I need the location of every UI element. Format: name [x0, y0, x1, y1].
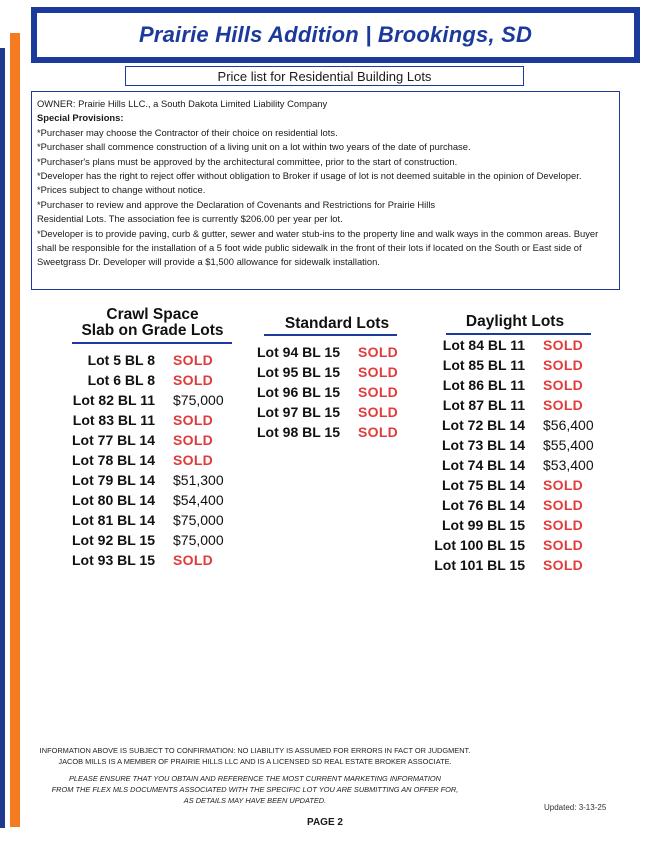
lot-row [55, 510, 224, 530]
standard-lots-heading [262, 316, 412, 332]
standard-lots-rule [264, 334, 397, 336]
lot-label: Lot 93 BL 15 [72, 552, 155, 568]
lot-label: Lot 86 BL 11 [442, 377, 525, 393]
lot-label: Lot 80 BL 14 [72, 492, 155, 508]
lot-label: Lot 85 BL 11 [442, 357, 525, 373]
lot-price: $75,000 [173, 392, 224, 408]
lot-label: Lot 76 BL 14 [442, 497, 525, 513]
lot-row [55, 470, 224, 490]
lot-row [420, 475, 594, 495]
sold-status: SOLD [543, 557, 584, 573]
disclaimer-line: INFORMATION ABOVE IS SUBJECT TO CONFIRMATION: NO LIABILITY IS ASSUMED FOR ERRORS IN FACT OR JUDGMENT. [39, 746, 471, 755]
lot-row [55, 550, 224, 570]
sold-status: SOLD [173, 372, 214, 388]
lot-row [55, 390, 224, 410]
left-orange-bar [10, 33, 20, 827]
sold-status: SOLD [358, 384, 399, 400]
standard-lot-list [240, 342, 398, 442]
lot-row [240, 362, 398, 382]
column-title-line: Slab on Grade Lots [81, 322, 224, 339]
sold-status: SOLD [173, 552, 214, 568]
lot-label: Lot 87 BL 11 [442, 397, 525, 413]
lot-label: Lot 74 BL 14 [442, 457, 525, 473]
lot-label: Lot 5 BL 8 [87, 352, 155, 368]
sold-status: SOLD [173, 412, 214, 428]
lot-row [55, 530, 224, 550]
notice-line: PLEASE ENSURE THAT YOU OBTAIN AND REFERENCE THE MOST CURRENT MARKETING INFORMATION [68, 774, 442, 783]
provision-line: *Purchaser to review and approve the Declaration of Covenants and Restrictions for Prairie Hills [37, 198, 436, 210]
lot-label: Lot 77 BL 14 [72, 432, 155, 448]
lot-price: $75,000 [173, 532, 224, 548]
provision-line: *Prices subject to change without notice. [37, 184, 206, 196]
lot-label: Lot 75 BL 14 [442, 477, 525, 493]
provision-line: *Purchaser shall commence construction of a living unit on a lot within two years of the date of purchase. [37, 141, 471, 153]
lot-row [420, 335, 594, 355]
lot-label: Lot 6 BL 8 [87, 372, 155, 388]
column-title-line: Crawl Space [106, 306, 199, 323]
lot-row [55, 370, 224, 390]
lot-row [240, 422, 398, 442]
sold-status: SOLD [543, 337, 584, 353]
lot-label: Lot 94 BL 15 [257, 344, 340, 360]
lot-row [420, 415, 594, 435]
provision-line: *Developer is to provide paving, curb & gutter, sewer and water stub-ins to the property line and walk ways in the common areas. Buyer shall be responsible for the installation of a 5 foot wide public sidewalk in the front of their lots if located on the South or East side of Sweetgrass Dr. Developer will provide a $1,500 allowance for sidewalk installation. [37, 227, 599, 268]
lot-price: $56,400 [543, 417, 594, 433]
lot-label: Lot 81 BL 14 [72, 512, 155, 528]
lot-row [55, 350, 224, 370]
lot-label: Lot 82 BL 11 [72, 392, 155, 408]
lot-label: Lot 79 BL 14 [72, 472, 155, 488]
provision-line: *Developer has the right to reject offer without obligation to Broker if usage of lot is not deemed suitable in the opinion of Developer. [37, 170, 582, 182]
lot-price: $51,300 [173, 472, 224, 488]
sold-status: SOLD [543, 357, 584, 373]
sold-status: SOLD [358, 364, 399, 380]
updated-date: Updated: 3-13-25 [544, 803, 607, 812]
lot-label: Lot 78 BL 14 [72, 452, 155, 468]
lot-row [240, 402, 398, 422]
lot-row [420, 495, 594, 515]
lot-row [240, 382, 398, 402]
lot-label: Lot 100 BL 15 [434, 537, 525, 553]
disclaimer [20, 745, 490, 767]
lot-row [420, 535, 594, 555]
lot-row [55, 410, 224, 430]
column-title-line: Daylight Lots [465, 313, 565, 330]
sold-status: SOLD [358, 404, 399, 420]
page-number: PAGE 2 [307, 817, 343, 828]
left-blue-bar [0, 48, 5, 828]
notice-line: FROM THE FLEX MLS DOCUMENTS ASSOCIATED WITH THE SPECIFIC LOT YOU ARE SUBMITTING AN OFFER FOR, [51, 785, 459, 794]
disclaimer-line: JACOB MILLS IS A MEMBER OF PRAIRIE HILLS LLC AND IS A LICENSED SD REAL ESTATE BROKER ASSOCIATE. [58, 757, 452, 766]
lot-label: Lot 73 BL 14 [442, 437, 525, 453]
crawl-space-lot-list [55, 350, 224, 570]
lot-row [55, 430, 224, 450]
sold-status: SOLD [543, 377, 584, 393]
lot-row [420, 455, 594, 475]
sold-status: SOLD [173, 452, 214, 468]
lot-row [55, 450, 224, 470]
lot-row [420, 395, 594, 415]
sold-status: SOLD [358, 344, 399, 360]
provision-line: Residential Lots. The association fee is currently $206.00 per year per lot. [37, 213, 343, 225]
daylight-lots-heading [440, 314, 590, 330]
sold-status: SOLD [543, 397, 584, 413]
sold-status: SOLD [173, 352, 214, 368]
mls-notice [20, 773, 490, 806]
lot-row [420, 555, 594, 575]
lot-price: $53,400 [543, 457, 594, 473]
sold-status: SOLD [358, 424, 399, 440]
lot-label: Lot 95 BL 15 [257, 364, 340, 380]
lot-label: Lot 83 BL 11 [72, 412, 155, 428]
lot-label: Lot 96 BL 15 [257, 384, 340, 400]
header-banner [31, 7, 640, 63]
lot-price: $54,400 [173, 492, 224, 508]
lot-label: Lot 72 BL 14 [442, 417, 525, 433]
sold-status: SOLD [543, 517, 584, 533]
lot-label: Lot 99 BL 15 [442, 517, 525, 533]
lot-label: Lot 92 BL 15 [72, 532, 155, 548]
page-title: Prairie Hills Addition | Brookings, SD [138, 22, 533, 47]
lot-row [420, 515, 594, 535]
column-title-line: Standard Lots [284, 315, 390, 332]
price-list-subtitle: Price list for Residential Building Lots [125, 66, 524, 86]
lot-label: Lot 98 BL 15 [257, 424, 340, 440]
provision-line: *Purchaser may choose the Contractor of their choice on residential lots. [37, 126, 338, 138]
daylight-lot-list [420, 335, 594, 575]
provision-line: *Purchaser's plans must be approved by the architectural committee, prior to the start of construction. [37, 155, 458, 167]
lot-row [240, 342, 398, 362]
lot-label: Lot 97 BL 15 [257, 404, 340, 420]
owner-line: OWNER: Prairie Hills LLC., a South Dakota Limited Liability Company [37, 98, 328, 109]
lot-row [420, 355, 594, 375]
lot-row [420, 375, 594, 395]
notice-line: AS DETAILS MAY HAVE BEEN UPDATED. [183, 796, 327, 805]
lot-row [55, 490, 224, 510]
sold-status: SOLD [173, 432, 214, 448]
lot-price: $55,400 [543, 437, 594, 453]
crawl-space-rule [72, 342, 232, 344]
sold-status: SOLD [543, 537, 584, 553]
crawl-space-heading [60, 307, 245, 339]
lot-price: $75,000 [173, 512, 224, 528]
sold-status: SOLD [543, 497, 584, 513]
provisions-box [31, 91, 620, 290]
lot-row [420, 435, 594, 455]
lot-label: Lot 101 BL 15 [434, 557, 525, 573]
special-provisions-heading: Special Provisions: [37, 112, 124, 124]
lot-label: Lot 84 BL 11 [442, 337, 525, 353]
sold-status: SOLD [543, 477, 584, 493]
